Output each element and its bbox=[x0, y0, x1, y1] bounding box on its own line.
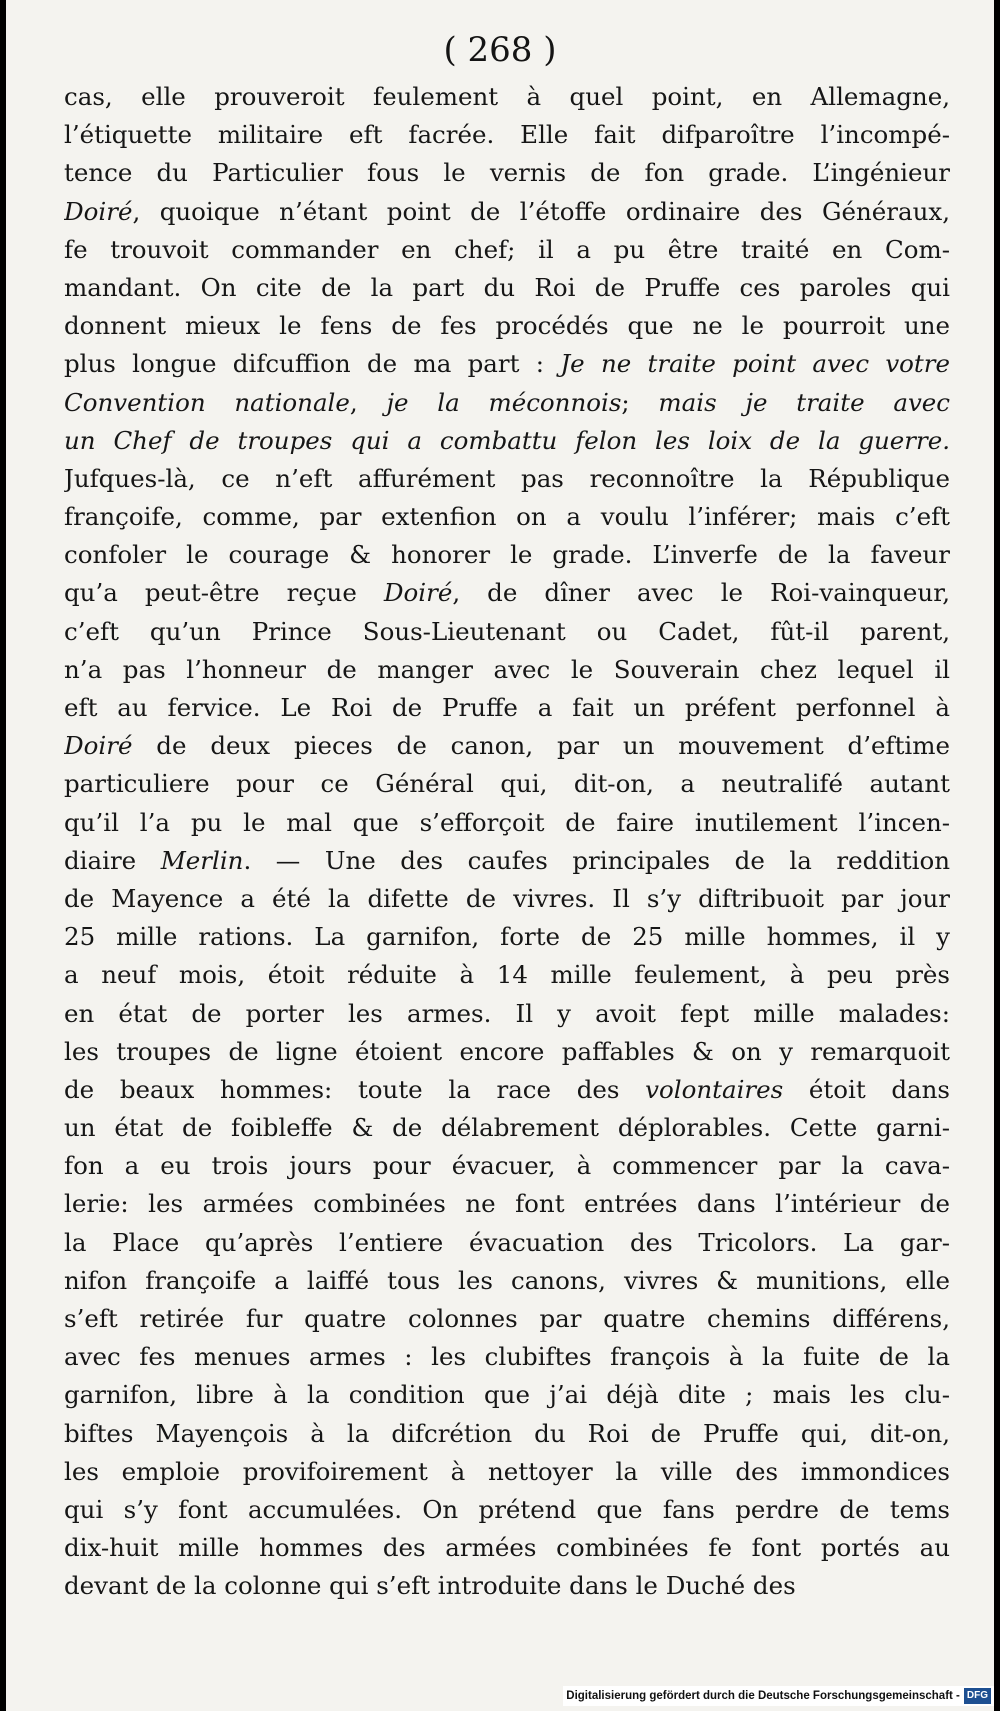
italic-text-run: Je ne traite point avec votre bbox=[560, 349, 950, 379]
text-line bbox=[64, 1109, 950, 1147]
text-run: étoit dans bbox=[783, 1074, 950, 1104]
body-text bbox=[64, 78, 950, 1606]
text-run: qui s’y font accumulées. On prétend que fans perdre de tems bbox=[64, 1494, 950, 1524]
text-run: particuliere pour ce Général qui, dit-on, a neutralifé autant bbox=[64, 769, 950, 799]
text-run: cas, elle prouveroit feulement à quel point, en Allemagne, bbox=[64, 82, 950, 111]
text-line bbox=[64, 1376, 950, 1414]
text-run: mandant. On cite de la part du Roi de Pruffe ces paroles qui bbox=[64, 272, 950, 302]
text-line bbox=[64, 116, 950, 154]
text-line bbox=[64, 1033, 950, 1071]
italic-text-run: volontaires bbox=[645, 1074, 784, 1104]
text-run: françoife, comme, par extenfion on a voulu l’inférer; mais c’eft bbox=[64, 502, 950, 532]
digitization-footer bbox=[563, 1686, 994, 1706]
text-line bbox=[64, 1415, 950, 1453]
text-run: , bbox=[349, 387, 387, 417]
text-run: nifon françoife a laiffé tous les canons, vivres & munitions, elle bbox=[64, 1265, 950, 1295]
text-line bbox=[64, 1338, 950, 1376]
text-line bbox=[64, 498, 950, 536]
text-run: qu’il l’a pu le mal que s’efforçoit de faire inutilement l’incen- bbox=[64, 807, 950, 837]
text-run: tence du Particulier fous le vernis de fon grade. L’ingénieur bbox=[64, 158, 950, 188]
text-line bbox=[64, 307, 950, 345]
text-run: les emploie provifoirement à nettoyer la ville des immondices bbox=[64, 1456, 950, 1486]
text-run: n’a pas l’honneur de manger avec le Souverain chez lequel il bbox=[64, 654, 950, 684]
text-run: les troupes de ligne étoient encore paffables & on y remarquoit bbox=[64, 1036, 950, 1066]
text-line bbox=[64, 842, 950, 880]
italic-text-run: Doiré bbox=[64, 196, 133, 226]
text-line bbox=[64, 995, 950, 1033]
text-run: s’eft retirée fur quatre colonnes par quatre chemins différens, bbox=[64, 1304, 950, 1333]
text-run: eft au fervice. Le Roi de Pruffe a fait un préfent perfonnel à bbox=[64, 693, 950, 722]
text-line bbox=[64, 574, 950, 612]
text-line bbox=[64, 765, 950, 803]
text-run: devant de la colonne qui s’eft introduite dans le Duché des bbox=[64, 1571, 796, 1601]
text-line bbox=[64, 1453, 950, 1491]
text-line bbox=[64, 1185, 950, 1223]
text-run: 25 mille rations. La garnifon, forte de 25 mille hommes, il y bbox=[64, 922, 950, 952]
text-run: , de dîner avec le Roi-vainqueur, bbox=[452, 578, 950, 608]
text-run: , quoique n’étant point de l’étoffe ordinaire des Généraux, bbox=[132, 196, 950, 226]
dfg-logo-icon: DFG bbox=[964, 1688, 991, 1704]
text-run: a neuf mois, étoit réduite à 14 mille feulement, à peu près bbox=[64, 960, 950, 990]
text-line bbox=[64, 1071, 950, 1109]
text-line bbox=[64, 1567, 950, 1605]
text-line bbox=[64, 727, 950, 765]
funding-notice: Digitalisierung gefördert durch die Deutsche Forschungsgemeinschaft - bbox=[566, 1690, 960, 1702]
italic-text-run: je la méconnois bbox=[386, 387, 622, 417]
text-line bbox=[64, 536, 950, 574]
text-line bbox=[64, 154, 950, 192]
text-run: en état de porter les armes. Il y avoit fept mille malades: bbox=[64, 998, 950, 1028]
text-run: lerie: les armées combinées ne font entrées dans l’intérieur de bbox=[64, 1189, 950, 1219]
text-line bbox=[64, 956, 950, 994]
text-line bbox=[64, 1224, 950, 1262]
text-run: de deux pieces de canon, par un mouvement d’eftime bbox=[132, 731, 950, 761]
text-run: de Mayence a été la difette de vivres. Il s’y diftribuoit par jour bbox=[64, 883, 950, 913]
text-line bbox=[64, 1491, 950, 1529]
page-number: ( 268 ) bbox=[443, 30, 557, 70]
text-line bbox=[64, 804, 950, 842]
text-run: . — Une des caufes principales de la reddition bbox=[243, 845, 950, 875]
text-run: dix-huit mille hommes des armées combinées fe font portés au bbox=[64, 1533, 950, 1563]
text-run: confoler le courage & honorer le grade. L’inverfe de la faveur bbox=[64, 540, 950, 570]
text-line bbox=[64, 1529, 950, 1567]
text-run: de beaux hommes: toute la race des bbox=[64, 1074, 646, 1104]
text-line bbox=[64, 1300, 950, 1338]
text-run: diaire bbox=[64, 845, 161, 875]
text-run: plus longue difcuffion de ma part : bbox=[64, 349, 561, 379]
text-run: fe trouvoit commander en chef; il a pu être traité en Com- bbox=[64, 234, 950, 264]
italic-text-run: Doiré bbox=[383, 578, 453, 608]
text-run: fon a eu trois jours pour évacuer, à commencer par la cava- bbox=[64, 1151, 950, 1181]
text-line bbox=[64, 918, 950, 956]
text-line bbox=[64, 613, 950, 651]
text-run: l’étiquette militaire eft facrée. Elle fait difparoître l’incompé- bbox=[64, 120, 950, 150]
text-run: garnifon, libre à la condition que j’ai déjà dite ; mais les clu- bbox=[64, 1380, 950, 1410]
text-run: qu’a peut-être reçue bbox=[64, 578, 384, 608]
text-line bbox=[64, 651, 950, 689]
text-line bbox=[64, 880, 950, 918]
text-run: un état de foibleffe & de délabrement déplorables. Cette garni- bbox=[64, 1113, 950, 1143]
text-line bbox=[64, 1262, 950, 1300]
text-line bbox=[64, 384, 950, 422]
text-run: c’eft qu’un Prince Sous-Lieutenant ou Cadet, fût-il parent, bbox=[64, 616, 950, 646]
text-run: donnent mieux le fens de fes procédés que ne le pourroit une bbox=[64, 311, 950, 341]
text-run: la Place qu’après l’entiere évacuation des Tricolors. La gar- bbox=[64, 1227, 950, 1257]
italic-text-run: un Chef de troupes qui a combattu felon les loix de la guerre. bbox=[64, 425, 950, 455]
italic-text-run: Convention nationale bbox=[64, 387, 350, 417]
text-line bbox=[64, 460, 950, 498]
text-run: biftes Mayençois à la difcrétion du Roi de Pruffe qui, dit-on, bbox=[64, 1418, 950, 1448]
book-page bbox=[6, 0, 994, 1711]
text-line bbox=[64, 689, 950, 727]
text-line bbox=[64, 193, 950, 231]
text-line bbox=[64, 345, 950, 383]
text-line bbox=[64, 422, 950, 460]
text-run: Jufques-là, ce n’eft affurément pas reconnoître la République bbox=[64, 463, 950, 493]
text-line bbox=[64, 78, 950, 116]
text-line bbox=[64, 231, 950, 269]
italic-text-run: Merlin bbox=[160, 845, 244, 875]
italic-text-run: Doiré bbox=[64, 731, 133, 761]
text-run: avec fes menues armes : les clubiftes françois à la fuite de la bbox=[64, 1342, 950, 1372]
italic-text-run: mais je traite avec bbox=[658, 387, 950, 417]
text-line bbox=[64, 1147, 950, 1185]
text-line bbox=[64, 269, 950, 307]
text-run: ; bbox=[621, 387, 659, 417]
